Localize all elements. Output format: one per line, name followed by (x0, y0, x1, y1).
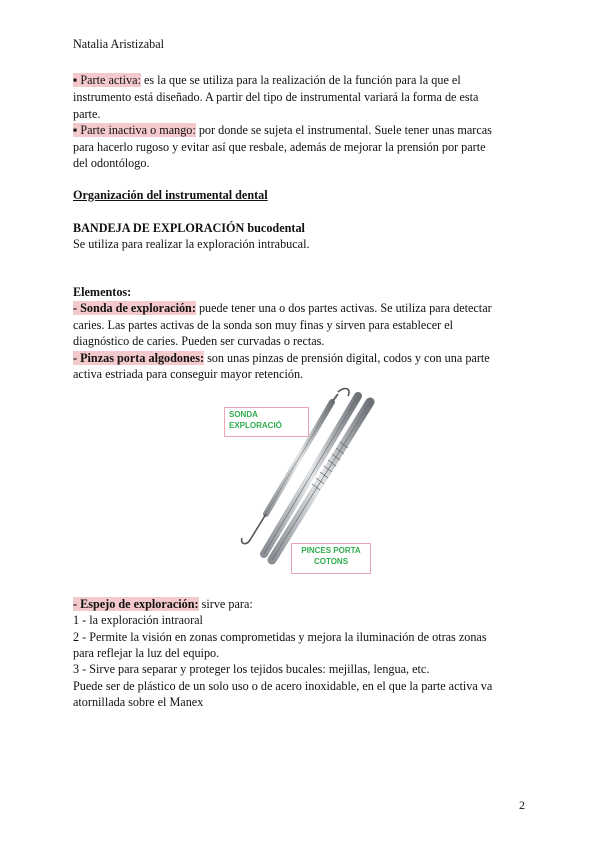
parte-inactiva-text: por donde se sujeta el instrumental. Suele tener unas marcas (195, 123, 492, 137)
section-title: Organización del instrumental dental (73, 188, 268, 202)
tray-title: BANDEJA DE EXPLORACIÓN bucodental (73, 221, 305, 235)
parte-activa-line3: parte. (73, 107, 101, 121)
sonda-text: puede tener una o dos partes activas. Se utiliza para detectar (195, 301, 492, 315)
espejo-item1: 1 - la exploración intraoral (73, 613, 203, 627)
espejo-extra-line2: atornillada sobre el Manex (73, 695, 204, 709)
label-pinces-line1: PINCES PORTA (301, 546, 361, 555)
label-sonda-line2: EXPLORACIÓ (229, 421, 282, 430)
label-pinces-line2: COTONS (313, 557, 349, 566)
espejo-item3: 3 - Sirve para separar y proteger los tejidos bucales: mejillas, lengua, etc. (73, 662, 430, 676)
pinzas-label: - Pinzas porta algodones: (73, 351, 205, 365)
tray-description: Se utiliza para realizar la exploración intrabucal. (73, 237, 310, 251)
parte-inactiva-line3: del odontólogo. (73, 156, 150, 170)
label-sonda (224, 407, 309, 437)
sonda-label: - Sonda de exploración: (73, 301, 196, 315)
pinzas-line1 (73, 351, 490, 366)
parte-activa-label: ▪ Parte activa: (73, 73, 141, 87)
parte-inactiva-line1 (73, 123, 492, 138)
header-author: Natalia Aristizabal (73, 37, 165, 51)
elements-heading: Elementos: (73, 285, 132, 299)
parte-inactiva-label: ▪ Parte inactiva o mango: (73, 123, 196, 137)
sonda-line1 (73, 301, 492, 316)
page-number: 2 (519, 798, 525, 812)
espejo-line1 (73, 597, 253, 612)
sonda-line3: diagnóstico de caries. Pueden ser curvadas o rectas. (73, 334, 325, 348)
parte-activa-line2: instrumento está diseñado. A partir del tipo de instrumental variará la forma de esta (73, 90, 479, 104)
espejo-extra-line1: Puede ser de plástico de un solo uso o de acero inoxidable, en el que la parte activa va (73, 679, 493, 693)
pinzas-text: son unas pinzas de prensión digital, codos y con una parte (204, 351, 490, 365)
parte-activa-line1 (73, 73, 461, 88)
parte-inactiva-line2: para hacerlo rugoso y evitar así que resbale, además de mejorar la prensión por parte (73, 140, 486, 154)
espejo-label: - Espejo de exploración: (73, 597, 199, 611)
espejo-item2-line1: 2 - Permite la visión en zonas comprometidas y mejora la iluminación de otras zonas (73, 630, 487, 644)
label-sonda-line1: SONDA (229, 410, 258, 419)
label-pinces (291, 543, 371, 574)
sonda-line2: caries. Las partes activas de la sonda son muy finas y sirven para establecer el (73, 318, 454, 332)
pinzas-line2: activa estriada para conseguir mayor retención. (73, 367, 304, 381)
parte-activa-text: es la que se utiliza para la realización de la función para la que el (140, 73, 461, 87)
espejo-intro: sirve para: (198, 597, 253, 611)
espejo-item2-line2: para reflejar la luz del equipo. (73, 646, 220, 660)
